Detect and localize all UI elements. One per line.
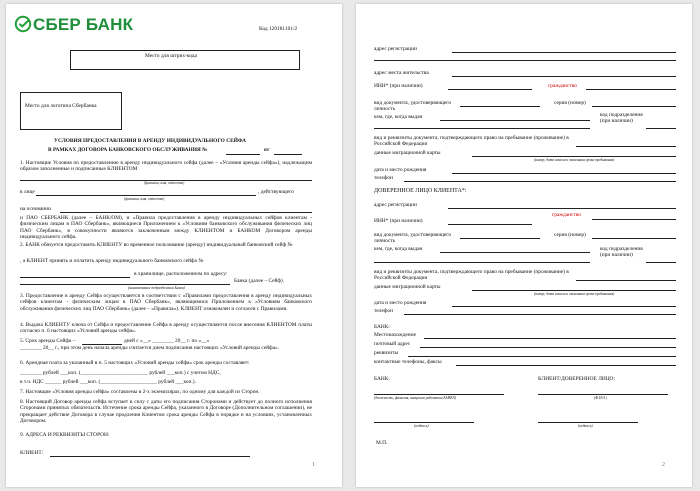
barcode-box: [70, 50, 300, 70]
document-code: Код 120181101/2: [259, 26, 298, 32]
proxy-migration-hint: (номер, дата начала и окончания срока пребывания): [534, 292, 615, 296]
clause-3: 3. Предоставление в аренду Сейфа осуществляется в соответствии с «Правилами предоставления в аренду индивидуальных сейфов клиентам - физическим лицам в ПАО Сбербанк», являющимися Приложением к «Условиям банковского обслуживания физических лиц ПАО Сбербанк» (далее – «Правила»). КЛИЕНТ ознакомлен и согласен с Правилами.: [20, 293, 312, 312]
migration-card-label: данные миграционной карты: [374, 150, 441, 156]
fio-hint-2: (фамилия, имя, отчество): [124, 197, 165, 201]
proxy-birth-label: дата и место рождения: [374, 300, 427, 306]
phone-label: телефон: [374, 175, 393, 181]
clause-7: 7. Настоящие «Условия аренды сейфа» составлены в 2-х экземплярах, по одному для каждой из Сторон.: [20, 389, 260, 395]
reg-address-label: адрес регистрации: [374, 46, 417, 52]
clause-2c: в хранилище, расположенном по адресу:: [134, 271, 228, 277]
acting-label: , действующего: [258, 189, 294, 195]
clause-5: 5. Срок аренды Сейфа –: [20, 338, 76, 344]
clause-2b: , а КЛИЕНТ принять и оплатить аренду индивидуального банковского сейфа №: [20, 258, 204, 264]
signature-bank-label: БАНК:: [374, 376, 390, 382]
clause-2d: Банка (далее – Сейф).: [234, 278, 285, 284]
sber-logo-icon: [14, 15, 32, 33]
proxy-migration-doc-label: вид и реквизиты документа, подтверждающего право на пребывание (проживание) в Российской Федерации: [374, 269, 569, 282]
proxy-migration-card-label: данные миграционной карты: [374, 284, 441, 290]
signature-hint-bank: (подпись): [414, 424, 429, 428]
signature-hint-client: (подпись): [578, 424, 593, 428]
logo-box: [20, 92, 122, 130]
brand-name: СБЕР БАНК: [33, 15, 134, 34]
live-address-label: адрес места жительства: [374, 70, 429, 76]
proxy-title: ДОВЕРЕННОЕ ЛИЦО КЛИЕНТА*:: [374, 188, 467, 194]
clause-4: 4. Выдача КЛИЕНТУ ключа от Сейфа и предоставление Сейфа в аренду осуществляется после внесения КЛИЕНТОМ платы согласно п. 6 настоящих «Условий аренды сейфа».: [20, 322, 312, 335]
clause-2: 2. БАНК обязуется предоставить КЛИЕНТУ во временное пользование (аренду) индивидуальный банковский сейф №: [20, 242, 293, 248]
bank-division-hint: (наименование подразделения Банка): [128, 286, 185, 290]
page-number-2: 2: [662, 462, 665, 468]
bank-location-label: Местонахождение: [374, 332, 416, 338]
citizenship-label: гражданство: [548, 83, 577, 89]
inn-label: ИНН* (при наличии): [374, 83, 423, 89]
clause-6c: в т.ч. НДС ______ рублей ___коп. (_____________________ рублей ___коп.).: [20, 379, 196, 385]
bank-label: БАНК:: [374, 324, 390, 330]
basis-label: на основании: [20, 206, 51, 212]
clause-5b: дней с «__» ________ 20__ г. по «__»: [124, 338, 210, 344]
fio-hint: (фамилия, имя, отчество): [144, 181, 185, 185]
title-line-2: В РАМКАХ ДОГОВОРА БАНКОВСКОГО ОБСЛУЖИВАНИЯ №: [48, 147, 208, 153]
division-code-label: код подразделения (при наличии): [600, 112, 643, 125]
document-page-2: [356, 4, 692, 487]
clause-9: 9. АДРЕСА И РЕКВИЗИТЫ СТОРОН:: [20, 432, 110, 438]
clause-6: 6. Арендная плата за указанный в п. 5 настоящих «Условий аренды сейфа» срок аренды составляет:: [20, 360, 250, 366]
migration-hint: (номер, дата начала и окончания срока пребывания): [534, 158, 615, 162]
signature-bank-hint: (должность, фамилия, инициалы работника БАНКА): [374, 396, 456, 400]
clause-1b: и ПАО СБЕРБАНК (далее – БАНК/ОМ), и «Правила предоставления в аренду индивидуальных сейфов клиентам - физическим лицам в ПАО Сбербанк», являющиеся Приложением к «Условиям банковского обслуживания физических лиц ПАО Сбербанк», в совокупности являются заключенным между КЛИЕНТОМ и БАНКОМ Договором аренды индивидуального сейфа.: [20, 215, 312, 241]
document-page-1: [6, 4, 342, 487]
bank-contacts-label: контактные телефоны, факсы: [374, 359, 442, 365]
doc-type-label: вид документа, удостоверяющего личность: [374, 100, 452, 113]
signature-client-label: КЛИЕНТ/ДОВЕРЕННОЕ ЛИЦО:: [538, 376, 615, 382]
proxy-series-label: серия (номер): [554, 232, 586, 238]
proxy-issued-label: кем, где, когда выдан: [374, 246, 423, 252]
signature-client-hint: (Ф.И.О.): [594, 396, 608, 400]
proxy-inn-label: ИНН* (при наличии): [374, 218, 423, 224]
clause-5c: ________ 20__ г., при этом день начала аренды считается днем подписания настоящих «Условий аренды сейфа».: [20, 345, 280, 351]
bank-post-label: почтовый адрес: [374, 341, 411, 347]
clause-6b: ________ рублей ___коп. (_________________________ рублей ___коп.) с учетом НДС,: [20, 370, 221, 376]
proxy-reg-label: адрес регистрации: [374, 202, 417, 208]
series-label: серия (номер): [554, 100, 586, 106]
client-label: КЛИЕНТ:: [20, 450, 44, 456]
stamp-place: М.П.: [376, 440, 388, 446]
title-from: от: [264, 147, 270, 153]
page-number-1: 1: [312, 462, 315, 468]
proxy-citizenship-label: гражданство: [552, 212, 581, 218]
logo-box-label: Место для логотипа Сбербанка: [25, 103, 97, 109]
clause-1: 1. Настоящие Условия по предоставлению в аренду индивидуального сейфа (далее – «Условия аренды сейфа»), надлежащим образом заполненные и подписанные КЛИЕНТОМ: [20, 160, 312, 173]
bank-requisites-label: реквизиты: [374, 350, 399, 356]
proxy-phone-label: телефон: [374, 308, 393, 314]
proxy-division-label: код подразделения (при наличии): [600, 246, 643, 259]
proxy-doc-label: вид документа, удостоверяющего личность: [374, 232, 452, 245]
migration-doc-label: вид и реквизиты документа, подтверждающего право на пребывание (проживание) в Российской Федерации: [374, 135, 569, 148]
issued-by-label: кем, где, когда выдан: [374, 114, 423, 120]
birth-label: дата и место рождения: [374, 167, 427, 173]
clause-8: 8. Настоящий Договор аренды сейфа вступает в силу с даты его подписания Сторонами и действует до полного исполнения Сторонами принятых обязательств. Истечение срока аренды Сейфа, указанного в Договоре (Дополнительном соглашении), не прекращает действие Договора в случае продления Клиентом срока аренды Сейфа в порядке и на условиях, установленных Договором.: [20, 399, 312, 425]
in-person-label: в лице: [20, 189, 35, 195]
barcode-box-label: Место для штрих-кода: [145, 53, 197, 59]
title-line-1: УСЛОВИЯ ПРЕДОСТАВЛЕНИЯ В АРЕНДУ ИНДИВИДУАЛЬНОГО СЕЙФА: [54, 138, 247, 144]
